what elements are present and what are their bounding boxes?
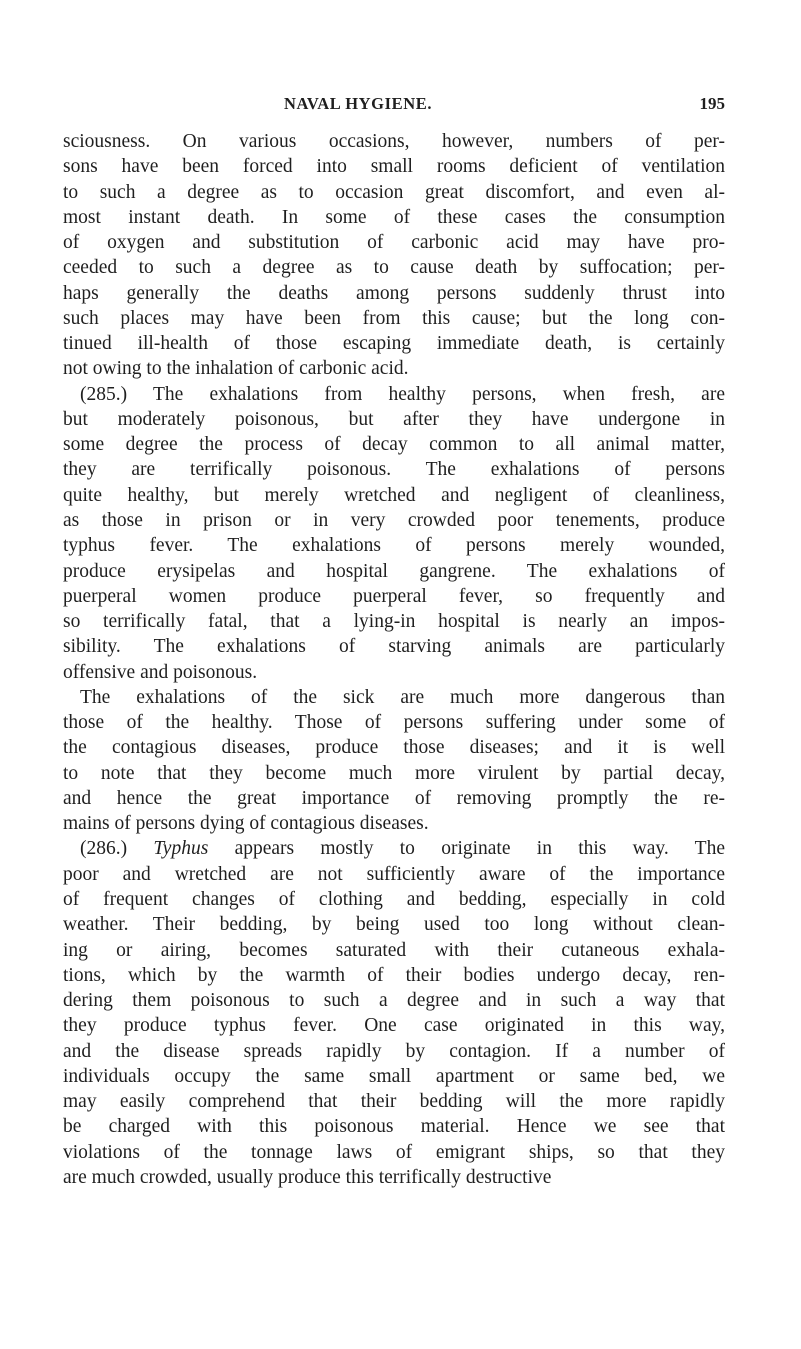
text-line: quite healthy, but merely wretched and negligent of cleanliness, — [63, 484, 725, 506]
text-line: dering them poisonous to such a degree and in such a way that — [63, 990, 725, 1012]
text-line: but moderately poisonous, but after they have undergone in — [63, 408, 725, 430]
text-line: the contagious diseases, produce those diseases; and it is well — [63, 737, 725, 759]
text-line: as those in prison or in very crowded poor tenements, produce — [63, 509, 725, 531]
text-line: such places may have been from this cause; but the long con- — [63, 307, 725, 329]
text-line: and hence the great importance of removing promptly the re- — [63, 787, 725, 809]
running-head — [284, 94, 725, 118]
paragraph-end-line: mains of persons dying of contagious diseases. — [63, 813, 429, 835]
text-line: be charged with this poisonous material. Hence we see that — [63, 1116, 725, 1138]
text-line: and the disease spreads rapidly by contagion. If a number of — [63, 1040, 725, 1062]
running-title: NAVAL HYGIENE. — [284, 94, 433, 113]
text-line: of oxygen and substitution of carbonic acid may have pro- — [63, 232, 725, 254]
text-line: typhus fever. The exhalations of persons merely wounded, — [63, 535, 725, 557]
text-line: they are terrifically poisonous. The exhalations of persons — [63, 459, 725, 481]
paragraph-end-line: offensive and poisonous. — [63, 661, 258, 683]
text-line: sibility. The exhalations of starving animals are particularly — [63, 636, 725, 658]
text-line: individuals occupy the same small apartment or same bed, we — [63, 1065, 725, 1087]
text-line: of frequent changes of clothing and bedding, especially in cold — [63, 888, 725, 910]
body-text — [63, 129, 725, 1190]
text-line: are much crowded, usually produce this terrifically destructive — [63, 1166, 552, 1188]
text-line: tinued ill-health of those escaping immediate death, is certainly — [63, 333, 725, 355]
text-line: sciousness. On various occasions, however, numbers of per- — [63, 131, 725, 152]
text-line: weather. Their bedding, by being used too long without clean- — [63, 914, 725, 936]
text-line: to such a degree as to occasion great discomfort, and even al- — [63, 181, 725, 203]
text-line: so terrifically fatal, that a lying-in hospital is nearly an impos- — [63, 611, 725, 633]
page-number: 195 — [699, 94, 725, 113]
text-line: puerperal women produce puerperal fever, so frequently and — [63, 585, 725, 607]
text-line: ceeded to such a degree as to cause death by suffocation; per- — [63, 257, 725, 279]
text-line: sons have been forced into small rooms deficient of ventilation — [63, 156, 725, 178]
text-line: some degree the process of decay common to all animal matter, — [63, 434, 725, 456]
text-line: those of the healthy. Those of persons suffering under some of — [63, 712, 725, 734]
paragraph-start-line: The exhalations of the sick are much more dangerous than — [80, 686, 725, 708]
section-number: (286.) — [80, 838, 154, 860]
text-line: haps generally the deaths among persons suddenly thrust into — [63, 282, 725, 304]
paragraph-start-line — [63, 836, 725, 861]
text-line: may easily comprehend that their bedding will the more rapidly — [63, 1091, 725, 1113]
paragraph-start-line: (285.) The exhalations from healthy persons, when fresh, are — [80, 383, 725, 405]
line-rest: appears mostly to originate in this way. The — [208, 838, 725, 860]
text-line: produce erysipelas and hospital gangrene. The exhalations of — [63, 560, 725, 582]
text-line: they produce typhus fever. One case originated in this way, — [63, 1015, 725, 1037]
text-line: most instant death. In some of these cases the consumption — [63, 206, 725, 228]
italic-term: Typhus — [153, 838, 209, 860]
text-line: poor and wretched are not sufficiently aware of the importance — [63, 863, 725, 885]
text-line: violations of the tonnage laws of emigrant ships, so that they — [63, 1141, 725, 1163]
paragraph-end-line: not owing to the inhalation of carbonic acid. — [63, 358, 409, 380]
text-line: ing or airing, becomes saturated with their cutaneous exhala- — [63, 939, 725, 961]
text-line: tions, which by the warmth of their bodies undergo decay, ren- — [63, 964, 725, 986]
text-line: to note that they become much more virulent by partial decay, — [63, 762, 725, 784]
